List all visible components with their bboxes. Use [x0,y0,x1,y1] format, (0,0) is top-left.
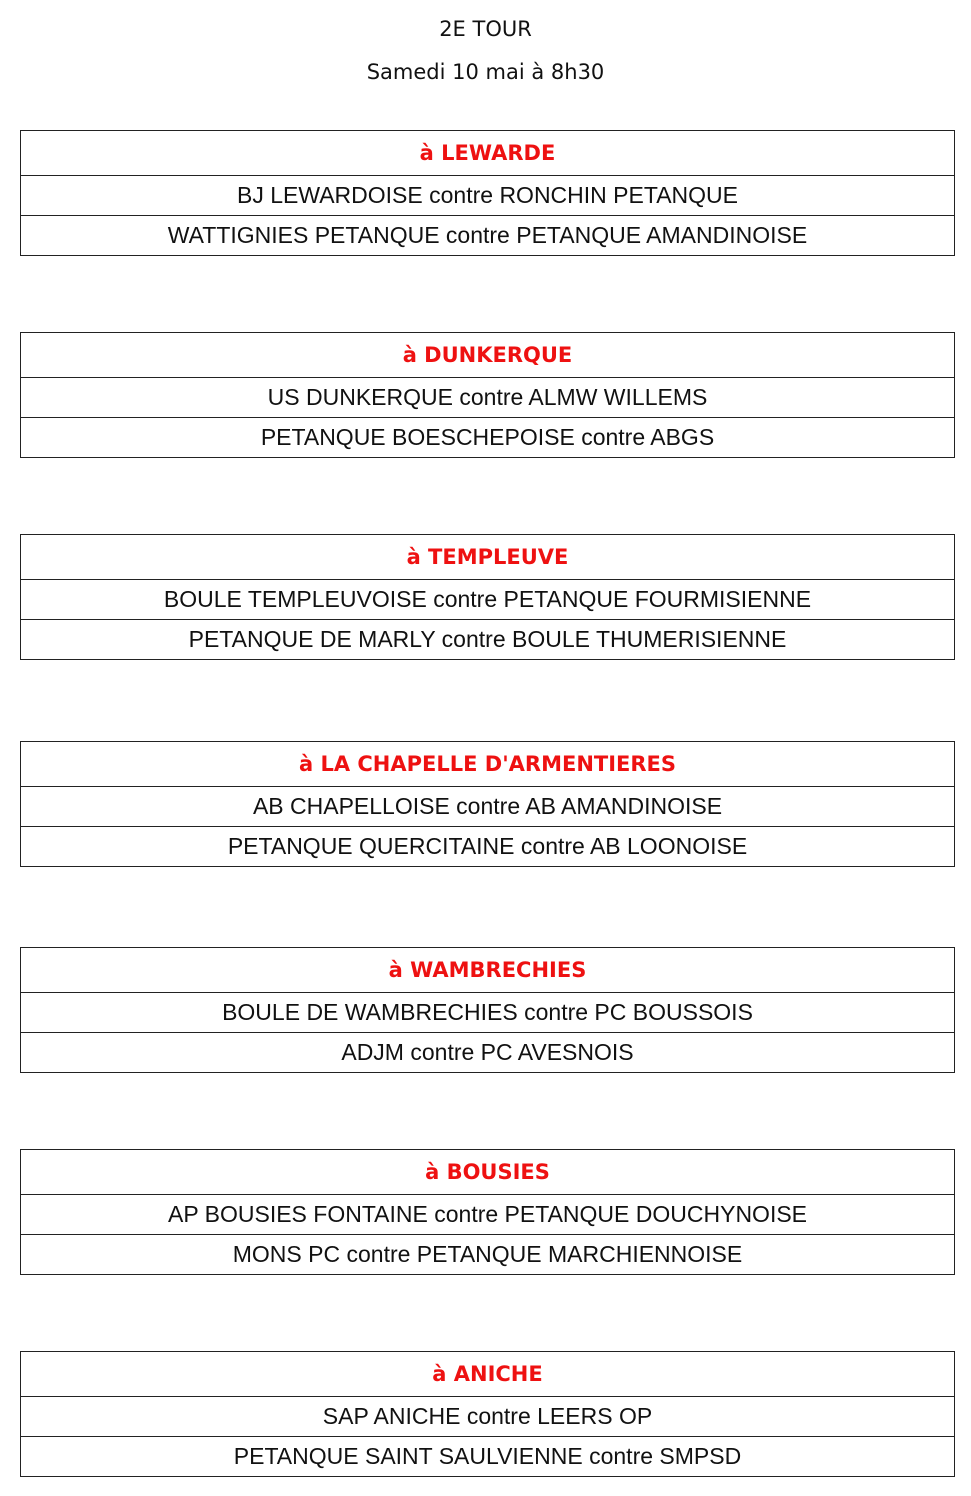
match-row: AP BOUSIES FONTAINE contre PETANQUE DOUCHYNOISE [21,1195,955,1235]
match-row: PETANQUE DE MARLY contre BOULE THUMERISIENNE [21,620,955,660]
match-row: PETANQUE BOESCHEPOISE contre ABGS [21,418,955,458]
match-row: SAP ANICHE contre LEERS OP [21,1397,955,1437]
venue-table-aniche [20,1351,955,1477]
match-row: BJ LEWARDOISE contre RONCHIN PETANQUE [21,176,955,216]
venue-table-dunkerque [20,332,955,458]
venue-title: à LEWARDE [21,131,955,176]
match-row: ADJM contre PC AVESNOIS [21,1033,955,1073]
match-row: WATTIGNIES PETANQUE contre PETANQUE AMANDINOISE [21,216,955,256]
venue-table-la-chapelle [20,741,955,867]
venue-title: à ANICHE [21,1352,955,1397]
venue-table-bousies [20,1149,955,1275]
venue-title: à BOUSIES [21,1150,955,1195]
match-row: PETANQUE SAINT SAULVIENNE contre SMPSD [21,1437,955,1477]
venue-title: à WAMBRECHIES [21,948,955,993]
venue-table-lewarde [20,130,955,256]
venue-title: à LA CHAPELLE D'ARMENTIERES [21,742,955,787]
match-row: BOULE DE WAMBRECHIES contre PC BOUSSOIS [21,993,955,1033]
page-subtitle: Samedi 10 mai à 8h30 [366,60,605,84]
match-row: US DUNKERQUE contre ALMW WILLEMS [21,378,955,418]
match-row: BOULE TEMPLEUVOISE contre PETANQUE FOURMISIENNE [21,580,955,620]
page-title: 2E TOUR [439,17,532,41]
venue-table-templeuve [20,534,955,660]
venue-table-wambrechies [20,947,955,1073]
venue-title: à DUNKERQUE [21,333,955,378]
venue-title: à TEMPLEUVE [21,535,955,580]
match-row: MONS PC contre PETANQUE MARCHIENNOISE [21,1235,955,1275]
match-row: AB CHAPELLOISE contre AB AMANDINOISE [21,787,955,827]
match-row: PETANQUE QUERCITAINE contre AB LOONOISE [21,827,955,867]
